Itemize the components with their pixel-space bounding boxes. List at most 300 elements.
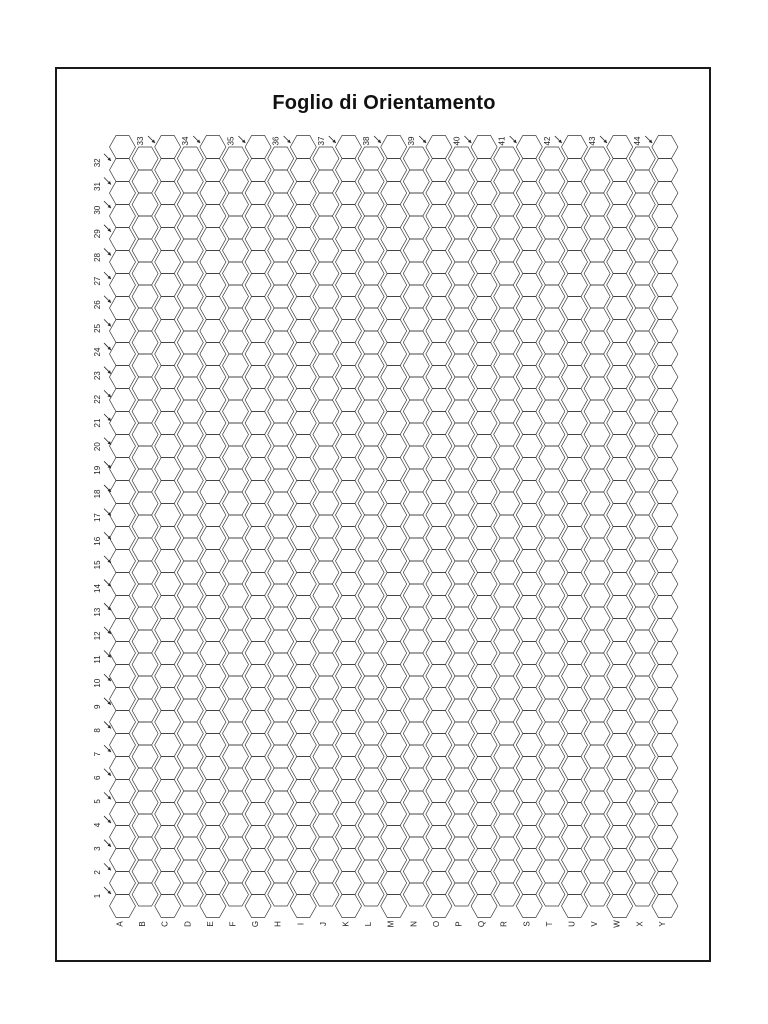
hex-cell [584, 653, 610, 676]
hex-cell [132, 331, 158, 354]
hex-cell [200, 826, 226, 849]
hex-cell [313, 745, 339, 768]
hex-cell [313, 768, 339, 791]
hex-cell [110, 458, 136, 481]
hex-cell [336, 182, 362, 205]
hex-cell [381, 803, 407, 826]
hex-cell [132, 400, 158, 423]
hex-cell [449, 837, 475, 860]
hex-cell [155, 136, 181, 159]
hex-cell [516, 803, 542, 826]
hex-cell [200, 550, 226, 573]
hex-cell [607, 251, 633, 274]
hex-cell [290, 688, 316, 711]
hex-cell [290, 343, 316, 366]
hex-cell [268, 239, 294, 262]
hex-cell [245, 481, 271, 504]
hex-cell [336, 757, 362, 780]
hex-cell [607, 435, 633, 458]
hex-cell [471, 550, 497, 573]
hex-cell [562, 504, 588, 527]
hex-cell [652, 320, 678, 343]
hex-cell [516, 642, 542, 665]
hex-cell [562, 159, 588, 182]
hex-cell [403, 492, 429, 515]
hex-cell [336, 251, 362, 274]
hex-cell [177, 630, 203, 653]
hex-cell [539, 515, 565, 538]
hex-cell [200, 849, 226, 872]
hex-cell [607, 550, 633, 573]
hex-cell [539, 469, 565, 492]
hex-cell [403, 561, 429, 584]
hex-cell [471, 665, 497, 688]
hex-cell [336, 297, 362, 320]
hex-cell [223, 630, 249, 653]
hex-cell [584, 814, 610, 837]
hex-cell [132, 883, 158, 906]
hex-cell [471, 228, 497, 251]
hex-cell [494, 354, 520, 377]
top-number: 43 [588, 136, 597, 146]
hex-cell [200, 435, 226, 458]
hex-cell [539, 423, 565, 446]
hex-cell [652, 412, 678, 435]
hex-cell [268, 400, 294, 423]
hex-cell [403, 262, 429, 285]
hex-cell [177, 722, 203, 745]
hex-cell [471, 826, 497, 849]
hex-cell [268, 630, 294, 653]
hex-cell [629, 377, 655, 400]
hex-cell [110, 803, 136, 826]
hex-cell [562, 274, 588, 297]
hex-cell [516, 573, 542, 596]
hex-cell [155, 550, 181, 573]
hex-cell [562, 182, 588, 205]
row-number: 2 [93, 870, 102, 875]
hex-cell [607, 573, 633, 596]
hex-cell [290, 895, 316, 918]
hex-cell [223, 423, 249, 446]
hex-cell [426, 504, 452, 527]
hex-cell [223, 239, 249, 262]
hex-cell [358, 147, 384, 170]
hex-cell [110, 826, 136, 849]
hex-cell [584, 239, 610, 262]
hex-cell [200, 205, 226, 228]
hex-cell [449, 147, 475, 170]
hex-cell [155, 435, 181, 458]
hex-cell [177, 239, 203, 262]
hex-cell [155, 688, 181, 711]
hex-cell [449, 607, 475, 630]
row-number: 5 [93, 799, 102, 804]
hex-cell [313, 446, 339, 469]
hex-cell [403, 791, 429, 814]
hex-cell [607, 527, 633, 550]
hex-cell [358, 791, 384, 814]
hex-cell [403, 423, 429, 446]
hex-cell [652, 895, 678, 918]
hex-cell [358, 699, 384, 722]
hex-cell [290, 366, 316, 389]
hex-cell [562, 320, 588, 343]
hex-cell [110, 757, 136, 780]
hex-cell [652, 435, 678, 458]
hex-cell [223, 216, 249, 239]
hex-cell [426, 343, 452, 366]
hex-cell [449, 722, 475, 745]
row-number: 7 [93, 751, 102, 757]
hex-cell [562, 550, 588, 573]
hex-cell [381, 872, 407, 895]
hex-cell [426, 458, 452, 481]
hex-cell [110, 320, 136, 343]
hex-cell [223, 883, 249, 906]
hex-cell [449, 331, 475, 354]
hex-cell [426, 872, 452, 895]
hex-cell [403, 170, 429, 193]
hex-cell [449, 860, 475, 883]
hex-cell [629, 653, 655, 676]
hex-cell [494, 791, 520, 814]
hex-cell [336, 688, 362, 711]
hex-cell [110, 136, 136, 159]
hex-cell [132, 791, 158, 814]
hex-cell [200, 734, 226, 757]
hex-cell [132, 285, 158, 308]
row-number: 1 [93, 893, 102, 899]
hex-cell [584, 515, 610, 538]
hex-cell [381, 251, 407, 274]
hex-cell [313, 883, 339, 906]
top-number: 38 [362, 136, 371, 146]
hex-cell [223, 676, 249, 699]
column-letter: V [590, 921, 600, 927]
hex-cell [539, 331, 565, 354]
hex-cell [516, 826, 542, 849]
hex-cell [268, 423, 294, 446]
hex-cell [403, 607, 429, 630]
hex-cell [539, 883, 565, 906]
hex-cell [584, 630, 610, 653]
hex-cell [245, 136, 271, 159]
hex-cell [177, 469, 203, 492]
hex-cell [471, 780, 497, 803]
hex-cell [426, 826, 452, 849]
hex-cell [245, 458, 271, 481]
hex-cell [449, 446, 475, 469]
hex-cell [381, 205, 407, 228]
hex-cell [539, 653, 565, 676]
hex-cell [268, 469, 294, 492]
hex-cell [132, 860, 158, 883]
hex-cell [584, 492, 610, 515]
hex-cell [155, 274, 181, 297]
hex-cell [290, 826, 316, 849]
hex-cell [426, 481, 452, 504]
hex-cell [629, 285, 655, 308]
hex-cell [313, 515, 339, 538]
hex-cell [290, 435, 316, 458]
hex-cell [200, 573, 226, 596]
hex-cell [177, 400, 203, 423]
hex-cell [494, 193, 520, 216]
column-letter: O [431, 920, 441, 928]
hex-cell [313, 285, 339, 308]
hex-cell [336, 412, 362, 435]
hex-cell [200, 504, 226, 527]
hex-cell [607, 688, 633, 711]
hex-cell [268, 377, 294, 400]
hex-cell [584, 722, 610, 745]
hex-cell [584, 607, 610, 630]
hex-cell [358, 630, 384, 653]
hex-cell [449, 515, 475, 538]
hex-cell [516, 688, 542, 711]
hex-cell [426, 297, 452, 320]
hex-cell [494, 469, 520, 492]
hex-cell [652, 734, 678, 757]
row-number: 20 [93, 442, 102, 452]
hex-cell [539, 492, 565, 515]
hex-cell [358, 745, 384, 768]
hex-cell [268, 860, 294, 883]
hex-cell [629, 331, 655, 354]
hex-cell [426, 665, 452, 688]
hex-cell [516, 297, 542, 320]
hex-cell [629, 630, 655, 653]
hex-cells [110, 136, 678, 918]
hex-cell [177, 515, 203, 538]
hex-cell [358, 492, 384, 515]
hex-cell [381, 412, 407, 435]
hex-cell [471, 734, 497, 757]
hex-cell [539, 791, 565, 814]
hex-cell [290, 619, 316, 642]
hex-cell [471, 412, 497, 435]
hex-cell [607, 343, 633, 366]
hex-cell [426, 182, 452, 205]
hex-cell [358, 515, 384, 538]
hex-cell [336, 205, 362, 228]
hex-cell [607, 619, 633, 642]
hex-cell [516, 389, 542, 412]
hex-cell [607, 780, 633, 803]
hex-cell [110, 412, 136, 435]
column-letter: M [386, 920, 396, 928]
hex-cell [313, 469, 339, 492]
row-number: 13 [93, 607, 102, 617]
hex-cell [155, 366, 181, 389]
hex-cell [607, 596, 633, 619]
hex-cell [245, 228, 271, 251]
hex-cell [516, 205, 542, 228]
hex-cell [200, 159, 226, 182]
hex-cell [223, 331, 249, 354]
hex-cell [629, 147, 655, 170]
hex-cell [155, 872, 181, 895]
hex-cell [358, 607, 384, 630]
hex-cell [268, 492, 294, 515]
hex-cell [290, 389, 316, 412]
column-letter: Y [657, 921, 667, 927]
hex-cell [652, 182, 678, 205]
hex-cell [607, 297, 633, 320]
hex-cell [155, 734, 181, 757]
hex-cell [516, 412, 542, 435]
hex-cell [336, 435, 362, 458]
hex-cell [449, 216, 475, 239]
hex-cell [155, 803, 181, 826]
hex-cell [539, 584, 565, 607]
hex-cell [516, 136, 542, 159]
hex-cell [177, 837, 203, 860]
column-letter: R [499, 921, 509, 927]
hex-cell [313, 860, 339, 883]
hex-cell [426, 389, 452, 412]
hex-cell [223, 814, 249, 837]
hex-cell [426, 136, 452, 159]
hex-cell [155, 251, 181, 274]
hex-cell [584, 745, 610, 768]
hex-cell [652, 550, 678, 573]
column-letter: D [183, 921, 193, 927]
hex-cell [313, 722, 339, 745]
hex-cell [516, 228, 542, 251]
hex-cell [584, 469, 610, 492]
hex-cell [268, 676, 294, 699]
hex-cell [245, 343, 271, 366]
hex-cell [268, 814, 294, 837]
hex-cell [494, 699, 520, 722]
hex-cell [607, 274, 633, 297]
hex-cell [245, 734, 271, 757]
hex-cell [426, 205, 452, 228]
column-letter: Q [477, 920, 487, 928]
hex-cell [290, 182, 316, 205]
hex-cell [449, 193, 475, 216]
hex-cell [652, 757, 678, 780]
hex-cell [539, 561, 565, 584]
column-letters [116, 920, 667, 928]
hex-cell [403, 630, 429, 653]
hex-cell [539, 676, 565, 699]
hex-cell [336, 895, 362, 918]
hex-cell [426, 251, 452, 274]
top-number: 41 [497, 136, 507, 146]
hex-cell [652, 573, 678, 596]
hex-cell [494, 630, 520, 653]
hex-cell [290, 780, 316, 803]
hex-cell [290, 205, 316, 228]
hex-cell [245, 688, 271, 711]
hex-cell [426, 895, 452, 918]
hex-cell [426, 274, 452, 297]
hex-cell [177, 607, 203, 630]
hex-cell [358, 308, 384, 331]
hex-cell [426, 435, 452, 458]
hex-cell [539, 837, 565, 860]
hex-cell [426, 596, 452, 619]
hex-cell [584, 262, 610, 285]
hex-cell [652, 481, 678, 504]
hex-cell [177, 423, 203, 446]
hex-cell [562, 780, 588, 803]
hex-cell [268, 538, 294, 561]
hex-cell [607, 757, 633, 780]
hex-cell [336, 826, 362, 849]
hex-cell [652, 688, 678, 711]
hex-cell [652, 527, 678, 550]
hex-cell [562, 573, 588, 596]
hex-cell [177, 492, 203, 515]
hex-cell [539, 193, 565, 216]
hex-cell [313, 170, 339, 193]
column-letter: K [341, 921, 351, 927]
hex-cell [336, 642, 362, 665]
hex-cell [516, 274, 542, 297]
hex-cell [223, 469, 249, 492]
hex-cell [336, 159, 362, 182]
hex-cell [336, 458, 362, 481]
hex-cell [607, 665, 633, 688]
hex-cell [584, 883, 610, 906]
hex-cell [516, 159, 542, 182]
hex-cell [245, 596, 271, 619]
hex-cell [607, 320, 633, 343]
hex-cell [200, 596, 226, 619]
hex-cell [494, 515, 520, 538]
hex-cell [290, 550, 316, 573]
hex-cell [358, 860, 384, 883]
hex-cell [132, 193, 158, 216]
hex-cell [110, 550, 136, 573]
hex-cell [449, 377, 475, 400]
hex-cell [313, 262, 339, 285]
hex-cell [290, 458, 316, 481]
hex-cell [200, 412, 226, 435]
hex-cell [132, 814, 158, 837]
hex-cell [155, 320, 181, 343]
hex-cell [200, 320, 226, 343]
hex-cell [381, 320, 407, 343]
hex-cell [449, 469, 475, 492]
row-number: 14 [93, 584, 102, 594]
hex-cell [562, 665, 588, 688]
top-number: 39 [407, 136, 417, 146]
hex-cell [516, 849, 542, 872]
hex-cell [245, 504, 271, 527]
hex-cell [562, 872, 588, 895]
hex-cell [132, 170, 158, 193]
hex-cell [358, 400, 384, 423]
hex-cell [652, 596, 678, 619]
hex-cell [155, 527, 181, 550]
hex-cell [223, 193, 249, 216]
hex-cell [358, 469, 384, 492]
hex-cell [426, 688, 452, 711]
hex-cell [155, 159, 181, 182]
hex-cell [652, 803, 678, 826]
hex-cell [223, 285, 249, 308]
hex-cell [110, 619, 136, 642]
hex-cell [449, 239, 475, 262]
column-letter: L [364, 921, 374, 927]
hex-cell [358, 837, 384, 860]
hex-cell [629, 699, 655, 722]
